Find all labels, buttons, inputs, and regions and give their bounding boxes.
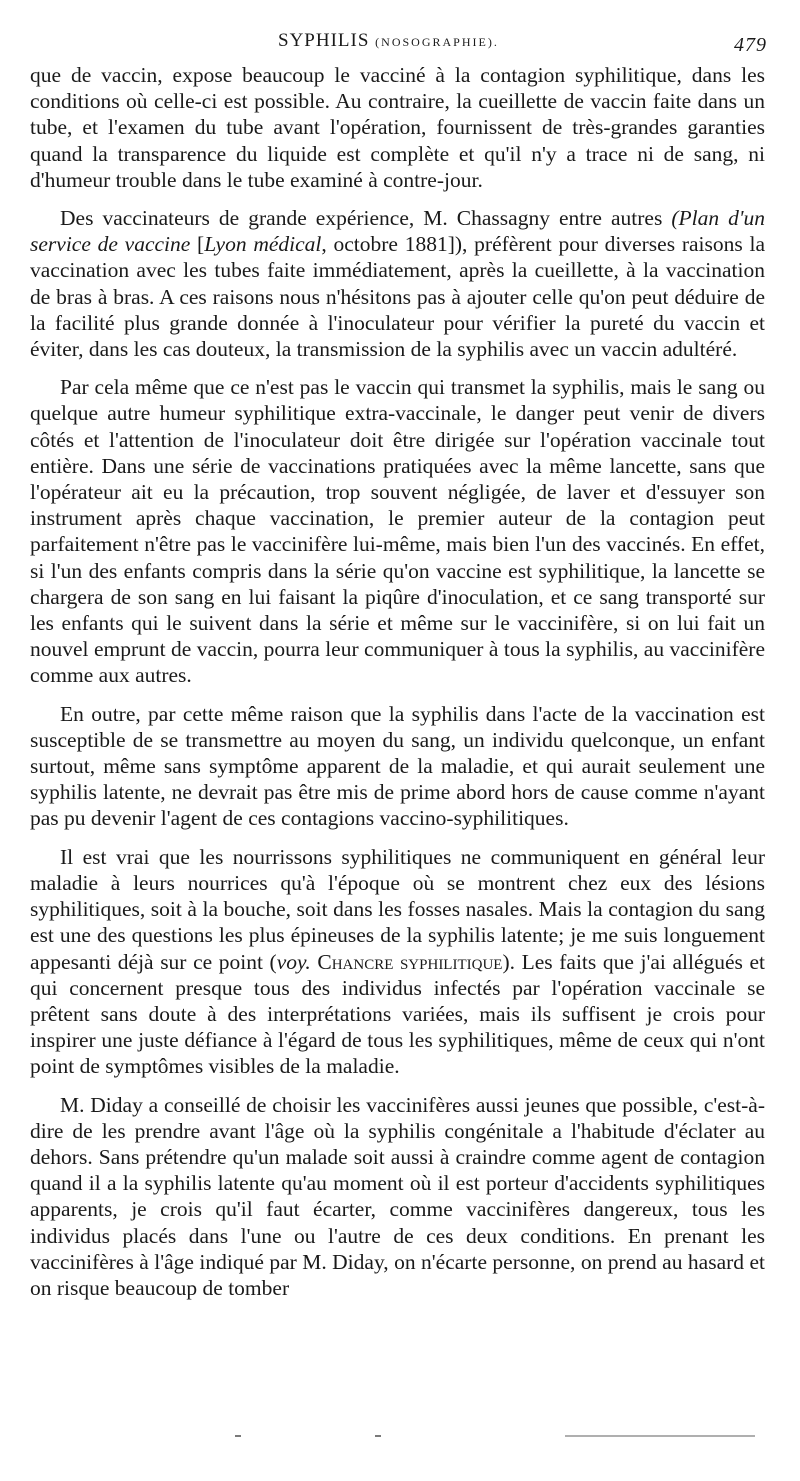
paragraph-3: Par cela même que ce n'est pas le vaccin qui transmet la syphilis, mais le sang ou quelque autre humeur syphilitique extra-vaccinale, le danger peut venir de divers côtés et l'attention de l'inoculateur doit être dirigée sur l'opération vaccinale tout entière. Dans une série de vaccinations pratiquées avec la même lancette, sans que l'opérateur ait eu la précaution, trop souvent négligée, de laver et d'essuyer son instrument après chaque vaccination, le premier auteur de la contagion peut parfaitement n'être pas le vaccinifère lui-même, mais bien l'un des vaccinés. En effet, si l'un des enfants compris dans la série qu'on vaccine est syphilitique, la lancette se chargera de son sang en lui faisant la piqûre d'inoculation, et ce sang transporté sur les enfants qui le suivent dans la série et même sur le vaccinifère, si on lui fait un nouvel emprunt de vaccin, pourra leur communiquer à tous la syphilis, au vaccinifère comme aux autres.	[30, 375, 765, 688]
paragraph-2-citation: (Plan d'un service de vaccine	[30, 206, 765, 257]
running-title	[278, 30, 499, 52]
bottom-edge-marks	[235, 1432, 755, 1440]
book-page	[30, 30, 765, 1313]
paragraph-2-rest: raisons la vaccination avec les tubes faite immédiatement, après la cueillette, à la vaccination de bras à bras. A ces raisons nous n'hésitons pas à ajouter celle qu'on peut déduire de la facilité plus grande donnée à l'inoculateur pour vérifier la pureté du vaccin et éviter, dans les cas douteux, la transmission de la syphilis avec un vaccin adultéré.	[30, 232, 765, 362]
paragraph-5-lead: Il est vrai que les nourrissons syphilitiques ne communiquent en général leur maladie à leurs nourrices qu'à l'époque où se montrent chez eux des lésions syphilitiques, soit à la bouche, soit dans les fosses nasales. Mais la contagion du sang est une des questions les plus épineuses de la syphilis latente; je me suis longuement appesanti déjà sur ce point (	[30, 844, 765, 974]
paragraph-2	[30, 205, 765, 362]
paragraph-2-journal: Lyon médical	[204, 232, 322, 257]
paragraph-2-bracket: [	[190, 232, 205, 257]
paragraph-5-rest: ). Les faits que j'ai allégués et qui concernent presque tous des individus infectés par l'opération vaccinale se prêtent sans doute à des interprétations variées, mais ils suffisent je crois pour inspirer une juste défiance à l'égard de tous les syphilitiques, même de ceux qui n'ont point de symptômes visibles de la maladie.	[30, 949, 766, 1079]
paragraph-6: M. Diday a conseillé de choisir les vaccinifères aussi jeunes que possible, c'est-à-dire de les prendre avant l'âge où la syphilis congénitale a l'habitude d'éclater au dehors. Sans prétendre qu'un malade soit aussi à craindre comme agent de contagion quand il a la syphilis latente qu'au moment où il est porteur d'accidents syphilitiques apparents, je crois qu'il faut écarter, comme vaccinifères dangereux, tous les individus placés dans l'une ou l'autre de ces deux conditions. En prenant les vaccinifères à l'âge indiqué par M. Diday, on n'écarte personne, on prend au hasard et on risque beaucoup de tomber	[30, 1092, 765, 1300]
paragraph-5-voy: voy.	[276, 949, 311, 974]
paragraph-1: que de vaccin, expose beaucoup le vacciné à la contagion syphilitique, dans les conditions où celle-ci est possible. Au contraire, la cueillette de vaccin faite dans un tube, et l'examen du tube avant l'opération, fournissent de très-grandes garanties quand la transparence du liquide est complète et qu'il n'y a trace ni de sang, ni d'humeur trouble dans le tube examiné à contre-jour.	[30, 63, 765, 192]
page-number: 479	[734, 34, 767, 56]
paragraph-5	[30, 844, 765, 1080]
paragraph-5-cross-reference: Chancre syphilitique	[317, 949, 503, 974]
paragraph-2-date: , octobre 1881]), préfèrent pour diverses	[321, 232, 682, 257]
running-title-subtitle: (NOSOGRAPHIE).	[375, 35, 499, 49]
running-title-main: SYPHILIS	[278, 30, 370, 51]
body-text	[30, 62, 765, 1301]
page-header	[30, 30, 765, 56]
paragraph-2-lead: Des vaccinateurs de grande expérience, M. Chassagny entre autres	[60, 206, 672, 231]
paragraph-4: En outre, par cette même raison que la syphilis dans l'acte de la vaccination est susceptible de se transmettre au moyen du sang, un individu quelconque, un enfant surtout, même sans symptôme apparent de la maladie, et qui aurait seulement une syphilis latente, ne devrait pas être mis de prime abord hors de cause comme n'ayant pas pu devenir l'agent de ces contagions vaccino-syphilitiques.	[30, 701, 765, 831]
